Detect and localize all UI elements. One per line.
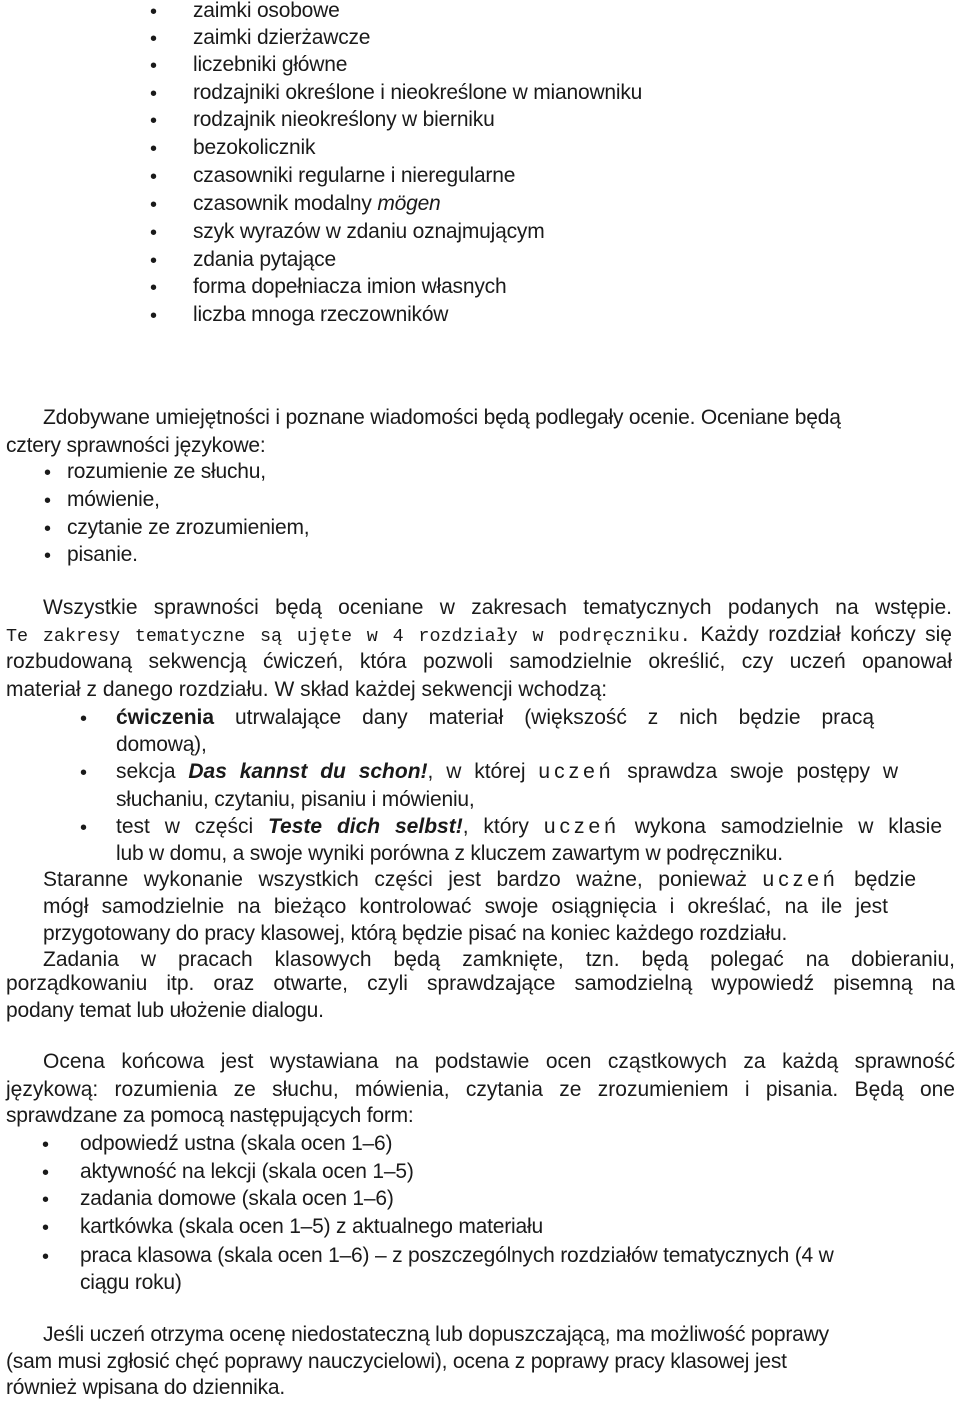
form-item: kartkówka (skala ocen 1–5) z aktualnego materiału bbox=[80, 1215, 543, 1238]
form-item: aktywność na lekcji (skala ocen 1–5) bbox=[80, 1160, 414, 1183]
skill-item: rozumienie ze słuchu, bbox=[67, 460, 266, 483]
bullet-icon: • bbox=[150, 166, 158, 188]
paragraph-line: Zadania w pracach klasowych będą zamknięte, tzn. będą polegać na dobieraniu, bbox=[43, 948, 955, 971]
paragraph-line: Te zakresy tematyczne są ujęte w 4 rozdziały w podręczniku. Każdy rozdział kończy się bbox=[6, 623, 952, 647]
sequence-item-cont: lub w domu, a swoje wyniki porówna z kluczem zawartym w podręczniku. bbox=[116, 842, 783, 865]
bullet-icon: • bbox=[80, 708, 88, 730]
paragraph-line: porządkowaniu itp. oraz otwarte, czyli sprawdzające samodzielną wypowiedź pisemną na bbox=[6, 972, 955, 995]
sequence-item: test w części Teste dich selbst!, który uczeń wykona samodzielnie w klasie bbox=[116, 815, 942, 838]
bullet-icon: • bbox=[42, 1162, 50, 1184]
paragraph-line: Zdobywane umiejętności i poznane wiadomości będą podlegały ocenie. Oceniane będą bbox=[43, 406, 841, 429]
bullet-icon: • bbox=[80, 762, 88, 784]
paragraph-line: przygotowany do pracy klasowej, którą będzie pisać na koniec każdego rozdziału. bbox=[43, 922, 788, 945]
sequence-item-cont: słuchaniu, czytaniu, pisaniu i mówieniu, bbox=[116, 788, 475, 811]
bullet-icon: • bbox=[42, 1134, 50, 1156]
bullet-icon: • bbox=[150, 222, 158, 244]
bullet-icon: • bbox=[42, 1217, 50, 1239]
list-item: zaimki dzierżawcze bbox=[193, 26, 371, 49]
bullet-icon: • bbox=[42, 1189, 50, 1211]
form-item: zadania domowe (skala ocen 1–6) bbox=[80, 1187, 394, 1210]
bullet-icon: • bbox=[150, 55, 158, 77]
bullet-icon: • bbox=[150, 277, 158, 299]
list-item: bezokolicznik bbox=[193, 136, 316, 159]
paragraph-line: rozbudowaną sekwencją ćwiczeń, która pozwoli samodzielnie określić, czy uczeń opanował bbox=[6, 650, 952, 673]
paragraph-line: Staranne wykonanie wszystkich części jest bardzo ważne, ponieważ uczeń będzie bbox=[43, 868, 917, 891]
list-item: liczba mnoga rzeczowników bbox=[193, 303, 449, 326]
bullet-icon: • bbox=[150, 1, 158, 23]
paragraph-line: językową: rozumienia ze słuchu, mówienia, czytania ze zrozumieniem i pisania. Będą one bbox=[6, 1078, 955, 1101]
bullet-icon: • bbox=[150, 194, 158, 216]
sequence-item-cont: domową), bbox=[116, 733, 207, 756]
form-item: praca klasowa (skala ocen 1–6) – z poszczególnych rozdziałów tematycznych (4 w bbox=[80, 1244, 834, 1267]
bullet-icon: • bbox=[80, 817, 88, 839]
list-item: zaimki osobowe bbox=[193, 0, 340, 22]
paragraph-line: mógł samodzielnie na bieżąco kontrolować swoje osiągnięcia i określać, na ile jest bbox=[43, 895, 888, 918]
paragraph-line: również wpisana do dziennika. bbox=[6, 1376, 286, 1399]
paragraph-line: Jeśli uczeń otrzyma ocenę niedostateczną lub dopuszczającą, ma możliwość poprawy bbox=[43, 1323, 829, 1346]
bullet-icon: • bbox=[150, 250, 158, 272]
paragraph-line: Wszystkie sprawności będą oceniane w zakresach tematycznych podanych na wstępie. bbox=[43, 596, 952, 619]
list-item: forma dopełniacza imion własnych bbox=[193, 275, 507, 298]
bullet-icon: • bbox=[150, 305, 158, 327]
list-item: czasowniki regularne i nieregularne bbox=[193, 164, 516, 187]
bullet-icon: • bbox=[44, 545, 52, 567]
skill-item: pisanie. bbox=[67, 543, 138, 566]
paragraph-line: cztery sprawności językowe: bbox=[6, 434, 266, 457]
bullet-icon: • bbox=[150, 83, 158, 105]
list-item: liczebniki główne bbox=[193, 53, 348, 76]
bullet-icon: • bbox=[150, 28, 158, 50]
list-item: rodzajniki określone i nieokreślone w mianowniku bbox=[193, 81, 643, 104]
bullet-icon: • bbox=[150, 138, 158, 160]
form-item-cont: ciągu roku) bbox=[80, 1271, 182, 1294]
paragraph-line: materiał z danego rozdziału. W skład każdej sekwencji wchodzą: bbox=[6, 678, 608, 701]
paragraph-line: sprawdzane za pomocą następujących form: bbox=[6, 1104, 414, 1127]
bullet-icon: • bbox=[150, 110, 158, 132]
skill-item: mówienie, bbox=[67, 488, 160, 511]
sequence-item: ćwiczenia utrwalające dany materiał (większość z nich będzie pracą bbox=[116, 706, 874, 729]
paragraph-line: podany temat lub ułożenie dialogu. bbox=[6, 999, 324, 1022]
list-item: rodzajnik nieokreślony w bierniku bbox=[193, 108, 495, 131]
sequence-item: sekcja Das kannst du schon!, w której uczeń sprawdza swoje postępy w bbox=[116, 760, 899, 783]
bullet-icon: • bbox=[44, 462, 52, 484]
bullet-icon: • bbox=[44, 518, 52, 540]
bullet-icon: • bbox=[44, 490, 52, 512]
paragraph-line: Ocena końcowa jest wystawiana na podstawie ocen cząstkowych za każdą sprawność bbox=[43, 1050, 955, 1073]
bullet-icon: • bbox=[42, 1246, 50, 1268]
paragraph-line: (sam musi zgłosić chęć poprawy nauczycielowi), ocena z poprawy pracy klasowej jest bbox=[6, 1350, 787, 1373]
form-item: odpowiedź ustna (skala ocen 1–6) bbox=[80, 1132, 393, 1155]
list-item: czasownik modalny mögen bbox=[193, 192, 441, 215]
skill-item: czytanie ze zrozumieniem, bbox=[67, 516, 310, 539]
modal-verb: mögen bbox=[377, 192, 441, 215]
list-item: szyk wyrazów w zdaniu oznajmującym bbox=[193, 220, 545, 243]
list-item: zdania pytające bbox=[193, 248, 336, 271]
